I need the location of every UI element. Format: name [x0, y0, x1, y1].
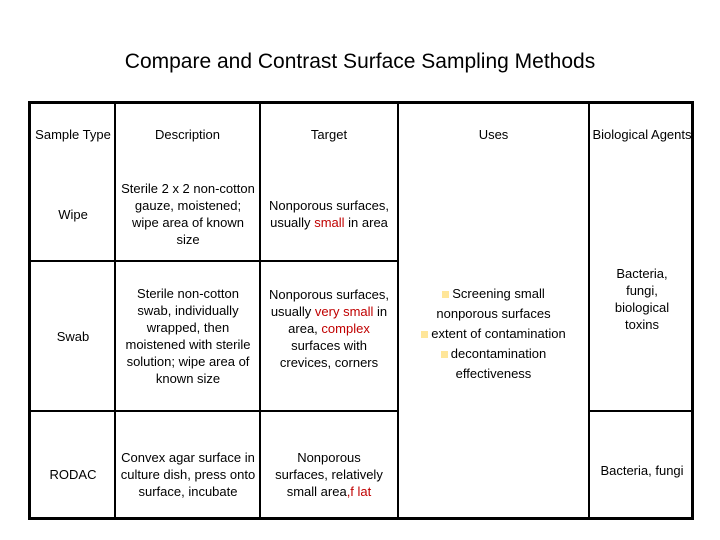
uses-item: decontamination [421, 344, 565, 364]
row-description-swab [119, 264, 257, 408]
row-divider [31, 410, 399, 412]
target-highlight: complex [321, 320, 370, 336]
row-description-wipe [121, 172, 255, 256]
target-text: Nonporous surfaces, usually [269, 286, 389, 319]
column-divider [114, 104, 116, 517]
header-description: Description [154, 126, 221, 142]
header-biological-agents: Biological Agents [592, 126, 692, 142]
row-type-rodac: RODAC [49, 466, 97, 482]
uses-item: extent of contamination [421, 324, 565, 344]
row-divider [588, 410, 694, 412]
target-text: Nonporous surfaces, relatively small area [275, 449, 383, 499]
bio-agents-upper: Bacteria, fungi, biological toxins [614, 266, 670, 332]
slide-title: Compare and Contrast Surface Sampling Methods [124, 50, 596, 73]
row-type-swab: Swab [56, 328, 90, 344]
column-divider [259, 104, 261, 517]
target-text: surfaces with crevices, corners [279, 337, 379, 370]
column-divider [588, 104, 590, 517]
header-uses: Uses [478, 126, 509, 142]
description-text: Convex agar surface in culture dish, press onto surface, incubate [120, 449, 256, 499]
row-divider [31, 260, 399, 262]
header-target: Target [310, 126, 348, 142]
target-highlight: very small [314, 303, 374, 319]
bio-agents-lower: Bacteria, fungi [600, 462, 684, 478]
row-target-wipe [267, 172, 391, 256]
header-sample-type: Sample Type [35, 126, 111, 142]
target-text: in area [348, 215, 388, 230]
target-highlight: ,f lat [346, 483, 372, 499]
row-description-rodac [119, 434, 257, 514]
bullet-icon [421, 331, 428, 338]
uses-item-continued: effectiveness [455, 366, 532, 381]
uses-list [399, 286, 588, 381]
uses-item: Screening small [421, 284, 565, 304]
target-text: in area, [288, 303, 388, 336]
row-type-wipe: Wipe [58, 206, 88, 222]
bullet-icon [442, 291, 449, 298]
row-target-rodac [271, 434, 387, 514]
description-text: Sterile 2 x 2 non-cotton gauze, moistened; wipe area of known size [121, 181, 255, 247]
comparison-table [28, 101, 694, 520]
uses-item-continued: nonporous surfaces [436, 306, 551, 321]
description-text: Sterile non-cotton swab, individually wrapped, then moistened with sterile solution; wipe area of known size [125, 286, 251, 386]
row-target-swab [265, 264, 393, 392]
target-text: Nonporous surfaces, usually [269, 198, 389, 230]
target-highlight: small [314, 215, 345, 230]
bullet-icon [441, 351, 448, 358]
